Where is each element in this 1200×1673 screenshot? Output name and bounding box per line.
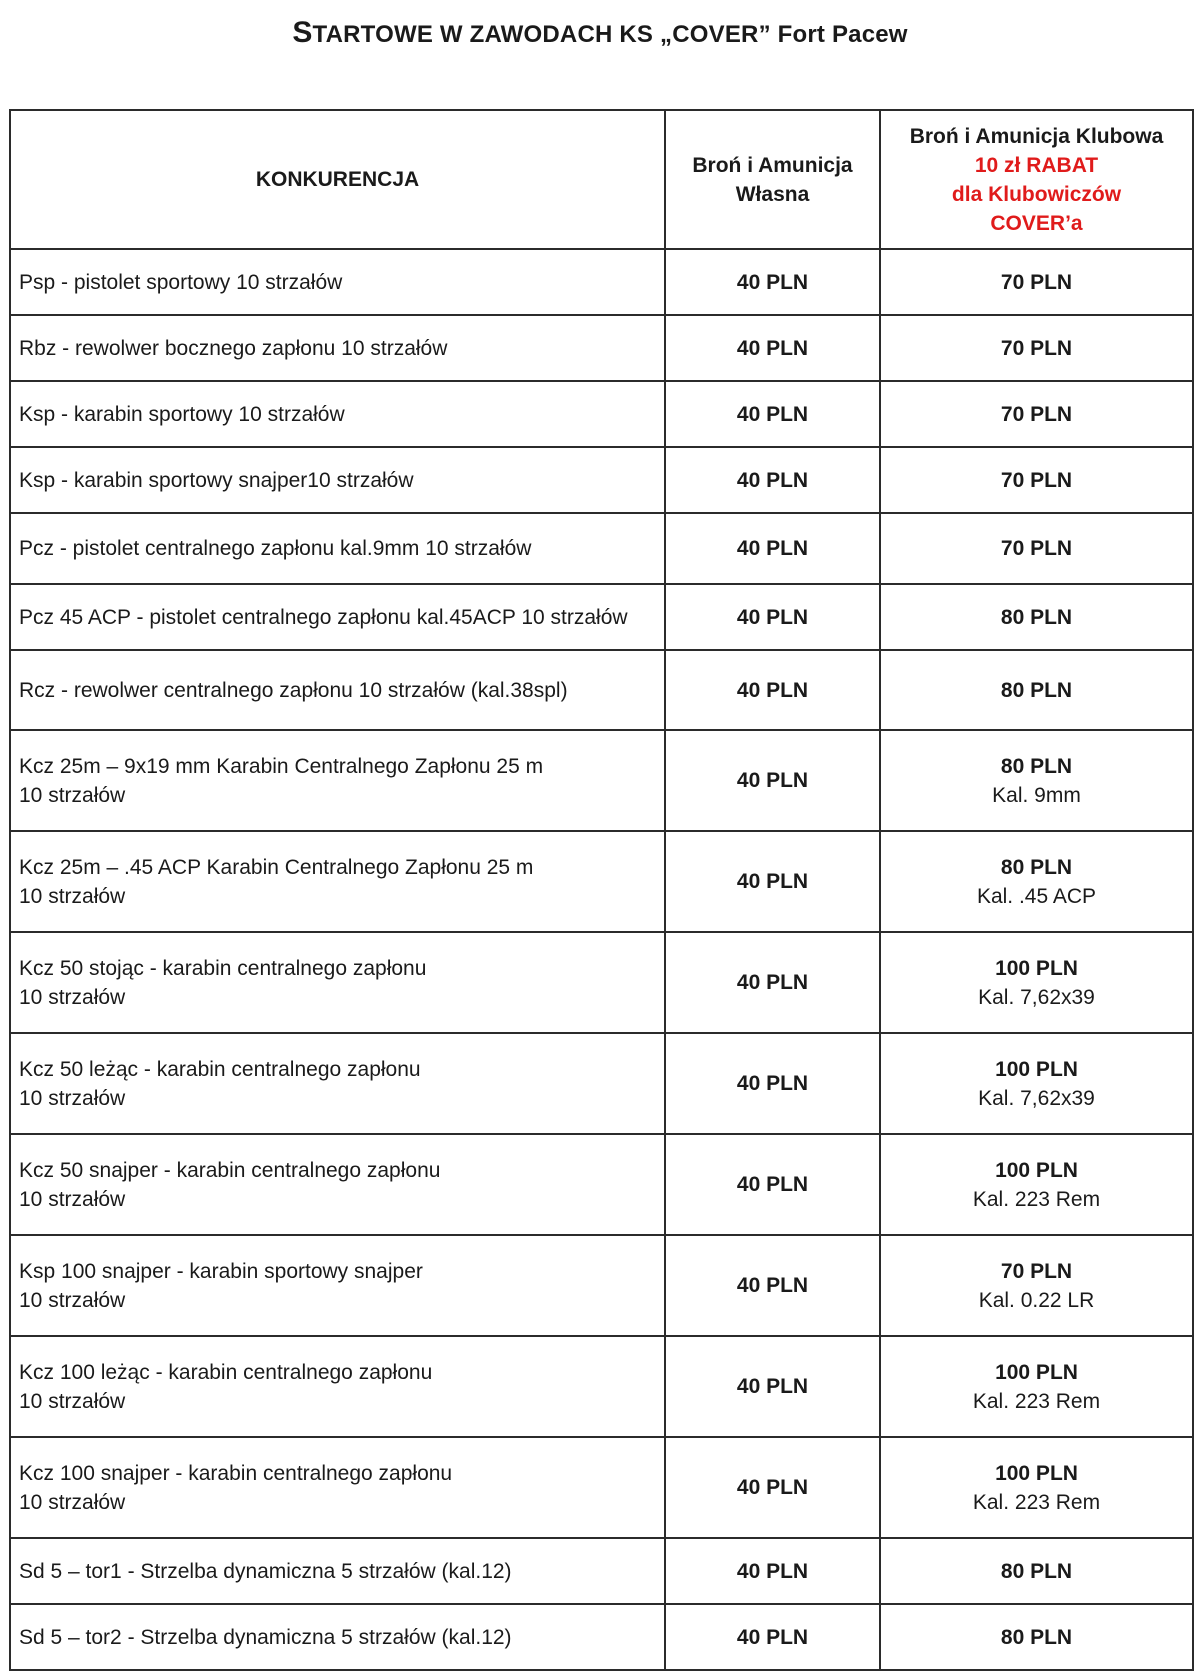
table-row	[10, 1437, 1193, 1538]
price-own: 40 PLN	[665, 650, 880, 730]
competition-name: Kcz 100 leżąc - karabin centralnego zapłonu 10 strzałów	[10, 1336, 665, 1437]
table-row	[10, 584, 1193, 650]
header-club-equipment: Broń i Amunicja Klubowa 10 zł RABAT dla Klubowiczów COVER’a	[880, 110, 1193, 249]
caliber-note: Kal. 223 Rem	[972, 1389, 1101, 1413]
table-row	[10, 315, 1193, 381]
price-own: 40 PLN	[665, 249, 880, 315]
price-club: 70 PLN	[880, 381, 1193, 447]
competition-name: Ksp - karabin sportowy snajper10 strzałów	[10, 447, 665, 513]
competition-name: Kcz 50 leżąc - karabin centralnego zapłonu 10 strzałów	[10, 1033, 665, 1134]
caliber-note: Kal. 9mm	[992, 783, 1081, 807]
table-header-row	[10, 110, 1193, 249]
price-club: 70 PLN	[880, 447, 1193, 513]
price-own: 40 PLN	[665, 584, 880, 650]
competition-name: Kcz 50 stojąc - karabin centralnego zapłonu 10 strzałów	[10, 932, 665, 1033]
competition-name: Kcz 25m – 9x19 mm Karabin Centralnego Zapłonu 25 m 10 strzałów	[10, 730, 665, 831]
competition-name: Rbz - rewolwer bocznego zapłonu 10 strzałów	[10, 315, 665, 381]
pricing-table	[9, 109, 1194, 1671]
competition-name: Ksp 100 snajper - karabin sportowy snajper 10 strzałów	[10, 1235, 665, 1336]
competition-name: Kcz 100 snajper - karabin centralnego zapłonu 10 strzałów	[10, 1437, 665, 1538]
competition-name: Kcz 50 snajper - karabin centralnego zapłonu 10 strzałów	[10, 1134, 665, 1235]
price-club: 80 PLN	[880, 1538, 1193, 1604]
discount-label: 10 zł RABAT	[974, 153, 1099, 177]
table-row	[10, 1336, 1193, 1437]
price-club: 70 PLN Kal. 0.22 LR	[880, 1235, 1193, 1336]
price-club: 80 PLN Kal. .45 ACP	[880, 831, 1193, 932]
header-own-equipment: Broń i Amunicja Własna	[665, 110, 880, 249]
price-own: 40 PLN	[665, 1134, 880, 1235]
price-club: 80 PLN	[880, 650, 1193, 730]
table-row	[10, 1604, 1193, 1670]
competition-name: Sd 5 – tor2 - Strzelba dynamiczna 5 strzałów (kal.12)	[10, 1604, 665, 1670]
title-rest: „COVER” Fort Pacew	[660, 21, 908, 48]
price-own: 40 PLN	[665, 447, 880, 513]
price-own: 40 PLN	[665, 1538, 880, 1604]
price-own: 40 PLN	[665, 730, 880, 831]
price-club: 100 PLN Kal. 7,62x39	[880, 932, 1193, 1033]
caliber-note: Kal. 0.22 LR	[978, 1288, 1095, 1312]
price-own: 40 PLN	[665, 1033, 880, 1134]
price-club: 70 PLN	[880, 249, 1193, 315]
table-row	[10, 1235, 1193, 1336]
caliber-note: Kal. 223 Rem	[972, 1187, 1101, 1211]
table-row	[10, 1033, 1193, 1134]
table-row	[10, 513, 1193, 584]
competition-name: Kcz 25m – .45 ACP Karabin Centralnego Zapłonu 25 m 10 strzałów	[10, 831, 665, 932]
price-own: 40 PLN	[665, 1604, 880, 1670]
price-club: 70 PLN	[880, 315, 1193, 381]
price-own: 40 PLN	[665, 315, 880, 381]
table-row	[10, 249, 1193, 315]
table-row	[10, 1134, 1193, 1235]
price-own: 40 PLN	[665, 932, 880, 1033]
price-own: 40 PLN	[665, 1336, 880, 1437]
competition-name: Psp - pistolet sportowy 10 strzałów	[10, 249, 665, 315]
caliber-note: Kal. 7,62x39	[978, 985, 1095, 1009]
table-row	[10, 1538, 1193, 1604]
price-own: 40 PLN	[665, 1437, 880, 1538]
price-own: 40 PLN	[665, 831, 880, 932]
title-caps: TARTOWE W ZAWODACH KS	[312, 21, 661, 48]
caliber-note: Kal. 223 Rem	[972, 1490, 1101, 1514]
price-club: 80 PLN	[880, 1604, 1193, 1670]
competition-name: Ksp - karabin sportowy 10 strzałów	[10, 381, 665, 447]
header-competition: KONKURENCJA	[10, 110, 665, 249]
title-initial: S	[292, 16, 313, 49]
price-club: 80 PLN	[880, 584, 1193, 650]
table-row	[10, 381, 1193, 447]
price-club: 70 PLN	[880, 513, 1193, 584]
competition-name: Pcz 45 ACP - pistolet centralnego zapłonu kal.45ACP 10 strzałów	[10, 584, 665, 650]
price-own: 40 PLN	[665, 381, 880, 447]
price-club: 100 PLN Kal. 7,62x39	[880, 1033, 1193, 1134]
competition-name: Pcz - pistolet centralnego zapłonu kal.9mm 10 strzałów	[10, 513, 665, 584]
price-club: 80 PLN Kal. 9mm	[880, 730, 1193, 831]
competition-name: Sd 5 – tor1 - Strzelba dynamiczna 5 strzałów (kal.12)	[10, 1538, 665, 1604]
price-own: 40 PLN	[665, 1235, 880, 1336]
competition-name: Rcz - rewolwer centralnego zapłonu 10 strzałów (kal.38spl)	[10, 650, 665, 730]
page-title	[0, 16, 1200, 50]
table-row	[10, 650, 1193, 730]
table-row	[10, 447, 1193, 513]
table-row	[10, 831, 1193, 932]
price-club: 100 PLN Kal. 223 Rem	[880, 1336, 1193, 1437]
table-row	[10, 730, 1193, 831]
price-club: 100 PLN Kal. 223 Rem	[880, 1134, 1193, 1235]
caliber-note: Kal. .45 ACP	[976, 884, 1097, 908]
price-own: 40 PLN	[665, 513, 880, 584]
table-row	[10, 932, 1193, 1033]
price-club: 100 PLN Kal. 223 Rem	[880, 1437, 1193, 1538]
caliber-note: Kal. 7,62x39	[978, 1086, 1095, 1110]
